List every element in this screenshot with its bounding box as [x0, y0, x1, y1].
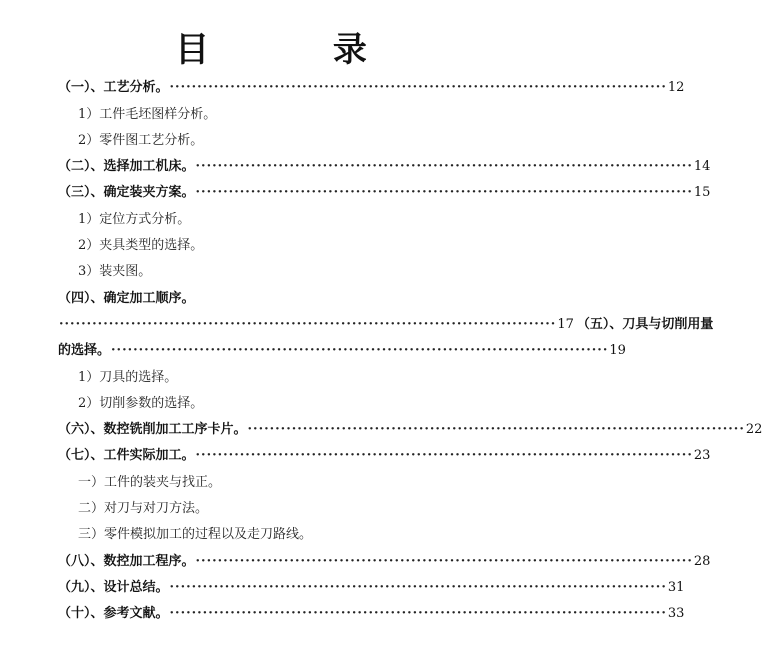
toc-entry-label: （八）、数控加工程序。	[58, 554, 195, 569]
toc-entry-page: 17	[557, 317, 574, 332]
toc-entry-page: 15	[693, 185, 711, 200]
dot-leader: ··························································································	[195, 185, 693, 200]
toc-entry-10[interactable]	[58, 604, 685, 624]
toc-entry-9[interactable]	[58, 578, 685, 598]
dot-leader: ··························································································	[169, 80, 667, 95]
toc-entry-label: （六）、数控铣削加工工序卡片。	[58, 422, 247, 437]
toc-subentry[interactable]: 2）切削参数的选择。	[78, 396, 204, 411]
toc-entry-label: （九）、设计总结。	[58, 580, 169, 595]
toc-entry-8[interactable]	[58, 552, 711, 572]
toc-subentry[interactable]: 2）零件图工艺分析。	[78, 133, 204, 148]
dot-leader: ··························································································	[59, 317, 557, 332]
toc-entry-5[interactable]	[58, 315, 714, 335]
toc-subentry[interactable]: 3）装夹图。	[78, 264, 152, 279]
toc-subentry[interactable]: 1）定位方式分析。	[78, 212, 191, 227]
toc-entry-2[interactable]	[58, 157, 711, 177]
toc-subentry[interactable]: 三）零件模拟加工的过程以及走刀路线。	[78, 527, 313, 542]
toc-entry-label: （五）、刀具与切削用量	[576, 317, 714, 332]
toc-entry-page: 31	[667, 580, 685, 595]
toc-entry-label: （三）、确定装夹方案。	[58, 185, 195, 200]
dot-leader: ··························································································	[247, 422, 745, 437]
toc-entry-page: 12	[667, 80, 685, 95]
toc-subentry[interactable]: 2）夹具类型的选择。	[78, 238, 204, 253]
toc-entry-page: 33	[667, 606, 685, 621]
toc-entry-page: 22	[745, 422, 762, 437]
page-title: 目 录	[175, 30, 423, 70]
toc-entry-page: 23	[693, 448, 711, 463]
dot-leader: ··························································································	[169, 580, 667, 595]
dot-leader: ··························································································	[195, 554, 693, 569]
toc-subentry[interactable]: 一）工件的装夹与找正。	[78, 475, 222, 490]
toc-entry-label: （七）、工件实际加工。	[58, 448, 195, 463]
toc-entry-label: （一）、工艺分析。	[58, 80, 169, 95]
toc-entry-page: 14	[693, 159, 711, 174]
toc-subentry[interactable]: 二）对刀与对刀方法。	[78, 501, 209, 516]
dot-leader: ··························································································	[195, 159, 693, 174]
toc-entry-page: 28	[693, 554, 711, 569]
toc-entry-1[interactable]	[58, 78, 685, 98]
toc-entry-label: （十）、参考文献。	[58, 606, 169, 621]
toc-subentry[interactable]: 1）刀具的选择。	[78, 370, 178, 385]
toc-entry-5-cont[interactable]	[58, 341, 626, 361]
toc-entry-7[interactable]	[58, 446, 711, 466]
toc-subentry[interactable]: 1）工件毛坯图样分析。	[78, 107, 217, 122]
toc-entry-page: 19	[609, 343, 626, 358]
dot-leader: ··························································································	[169, 606, 667, 621]
toc-entry-label: 的选择。	[58, 343, 111, 358]
toc-entry-3[interactable]	[58, 183, 711, 203]
dot-leader: ··························································································	[111, 343, 609, 358]
toc-entry-label: （二）、选择加工机床。	[58, 159, 195, 174]
toc-entry-4[interactable]: （四）、确定加工顺序。	[58, 291, 195, 306]
toc-entry-6[interactable]	[58, 420, 762, 440]
dot-leader: ··························································································	[195, 448, 693, 463]
